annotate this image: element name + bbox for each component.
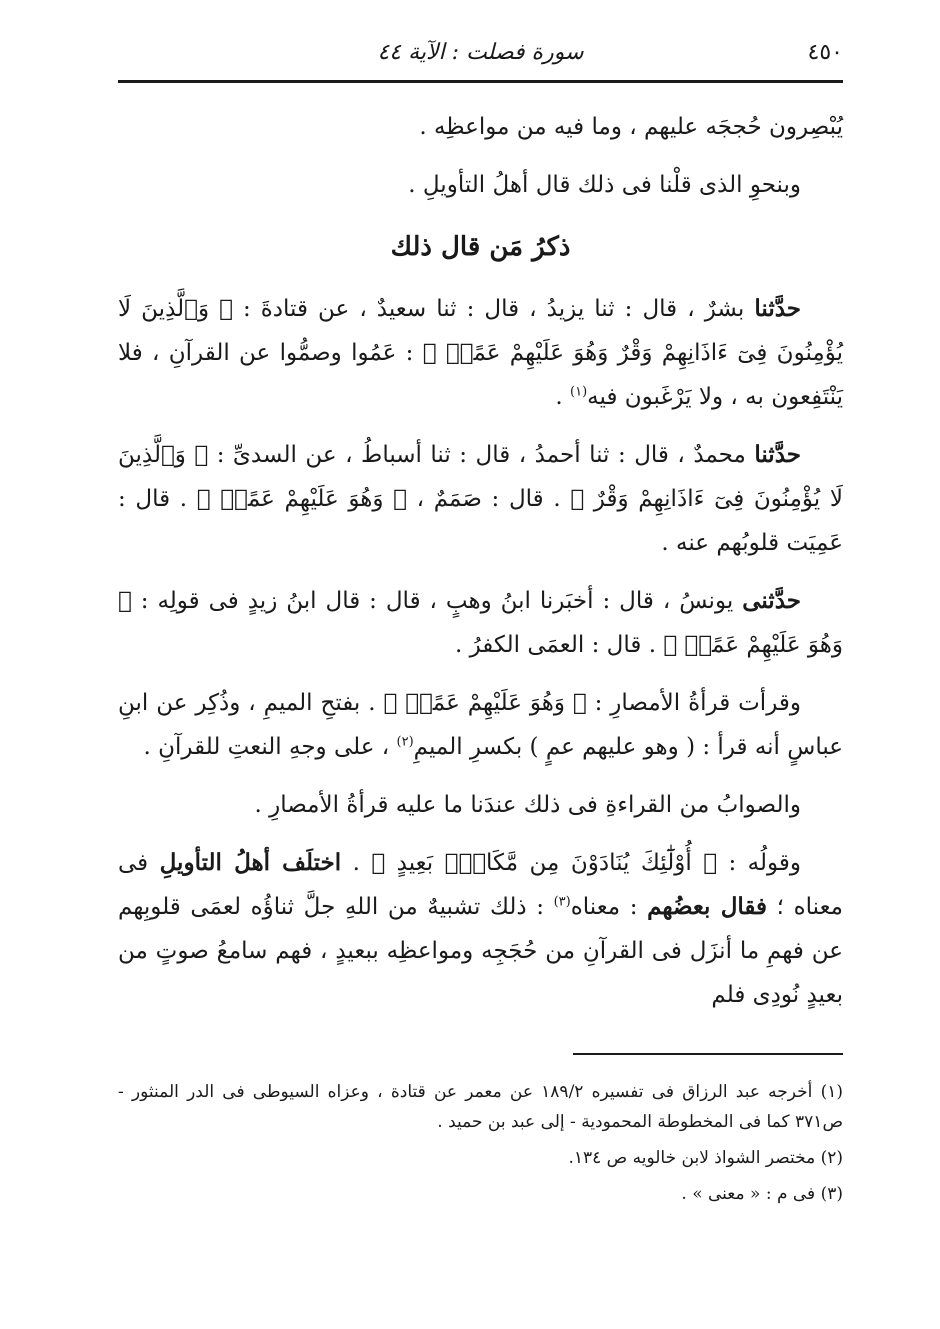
section-heading: ذكرُ مَن قال ذلك (390, 232, 571, 262)
footnote-ref: (٢) (396, 734, 414, 750)
paragraph: وبنحوِ الذى قلْنا فى ذلك قال أهلُ التأويلِ . (408, 172, 801, 198)
paragraph-text: ، على وجهِ النعتِ للقرآنِ . (143, 734, 397, 760)
footnotes (118, 1077, 843, 1209)
paragraph (118, 681, 843, 769)
main-text (118, 105, 843, 1017)
paragraph-text: : معناه (570, 894, 648, 920)
paragraph (118, 579, 843, 667)
footnote: (١) أخرجه عبد الرزاق فى تفسيره ١٨٩/٢ عن معمر عن قتادة ، وعزاه السيوطى فى الدر المنثور - ص٣٧١ كما فى المخطوطة المحمودية - إلى عبد بن حميد . (118, 1082, 843, 1132)
paragraph-text: فى معناه ؛ (118, 850, 843, 920)
paragraph-text: وقرأت قرأةُ الأمصارِ : ﴿ وَهُوَ عَلَيْهِمْ عَمًىۚ ﴾ . بفتحِ الميمِ ، وذُكِر عن ابنِ عباسٍ أنه قرأ : ( وهو عليهم عمٍ ) بكسرِ الميمِ (118, 690, 843, 760)
footnote: (٢) مختصر الشواذ لابن خالويه ص ١٣٤. (568, 1148, 843, 1168)
footnote-divider (573, 1053, 843, 1055)
book-page (118, 30, 843, 1215)
paragraph-text: وقولُه : ﴿ أُوْلَٰٓئِكَ يُنَادَوْنَ مِن مَّكَانٍۭ بَعِيدٍ ﴾ . (341, 850, 801, 876)
paragraph (118, 287, 843, 419)
page-header (118, 30, 843, 83)
narration-lead: حدَّثنى (742, 587, 801, 614)
paragraph (118, 433, 843, 565)
paragraph (118, 841, 843, 1017)
paragraph-text: محمدٌ ، قال : ثنا أحمدُ ، قال : ثنا أسباطُ ، عن السدىِّ : ﴿ وَٱلَّذِينَ لَا يُؤْمِنُونَ فِىٓ ءَاذَانِهِمْ وَقْرٌ ﴾ . قال : صَمَمٌ ، ﴿ وَهُوَ عَلَيْهِمْ عَمًىۚ ﴾ . قال : عَمِيَت قلوبُهم عنه . (118, 442, 843, 556)
bold-phrase: اختلَف أهلُ التأويلِ (159, 849, 342, 876)
narration-lead: حدَّثنا (754, 441, 801, 468)
narration-lead: حدَّثنا (754, 295, 802, 322)
footnote-ref: (٣) (553, 894, 571, 910)
running-title: سورة فصلت : الآية ٤٤ (377, 40, 584, 65)
footnote-ref: (١) (570, 384, 588, 400)
paragraph-text: . (555, 384, 571, 410)
paragraph-text: يونسُ ، قال : أخبَرنا ابنُ وهبٍ ، قال : قال ابنُ زيدٍ فى قولِه : ﴿ وَهُوَ عَلَيْهِمْ عَمًىۚ ﴾ . قال : العمَى الكفرُ . (118, 588, 843, 658)
paragraph: والصوابُ من القراءةِ فى ذلك عندَنا ما عليه قرأةُ الأمصارِ . (254, 792, 801, 818)
bold-phrase: فقال بعضُهم (647, 893, 768, 920)
footnote: (٣) فى م : « معنى » . (681, 1184, 843, 1204)
page-number: ٤٥٠ (807, 40, 843, 65)
paragraph-text: : ذلك تشبيهٌ من اللهِ جلَّ ثناؤُه لعمَى قلوبِهم عن فهمِ ما أنزَل فى القرآنِ من حُجَجِه ومواعظِه ببعيدٍ ، فهم سامعُ صوتٍ من بعيدٍ نُودِى فلم (118, 894, 843, 1008)
paragraph: يُبْصِرون حُججَه عليهم ، وما فيه من مواعظِه . (419, 114, 843, 140)
paragraph-text: بشرٌ ، قال : ثنا يزيدُ ، قال : ثنا سعيدٌ ، عن قتادةَ : ﴿ وَٱلَّذِينَ لَا يُؤْمِنُونَ فِىٓ ءَاذَانِهِمْ وَقْرٌ وَهُوَ عَلَيْهِمْ عَمًىۚ ﴾ : عَمُوا وصمُّوا عن القرآنِ ، فلا يَنْتَفِعون به ، ولا يَرْغَبون فيه (118, 296, 843, 410)
